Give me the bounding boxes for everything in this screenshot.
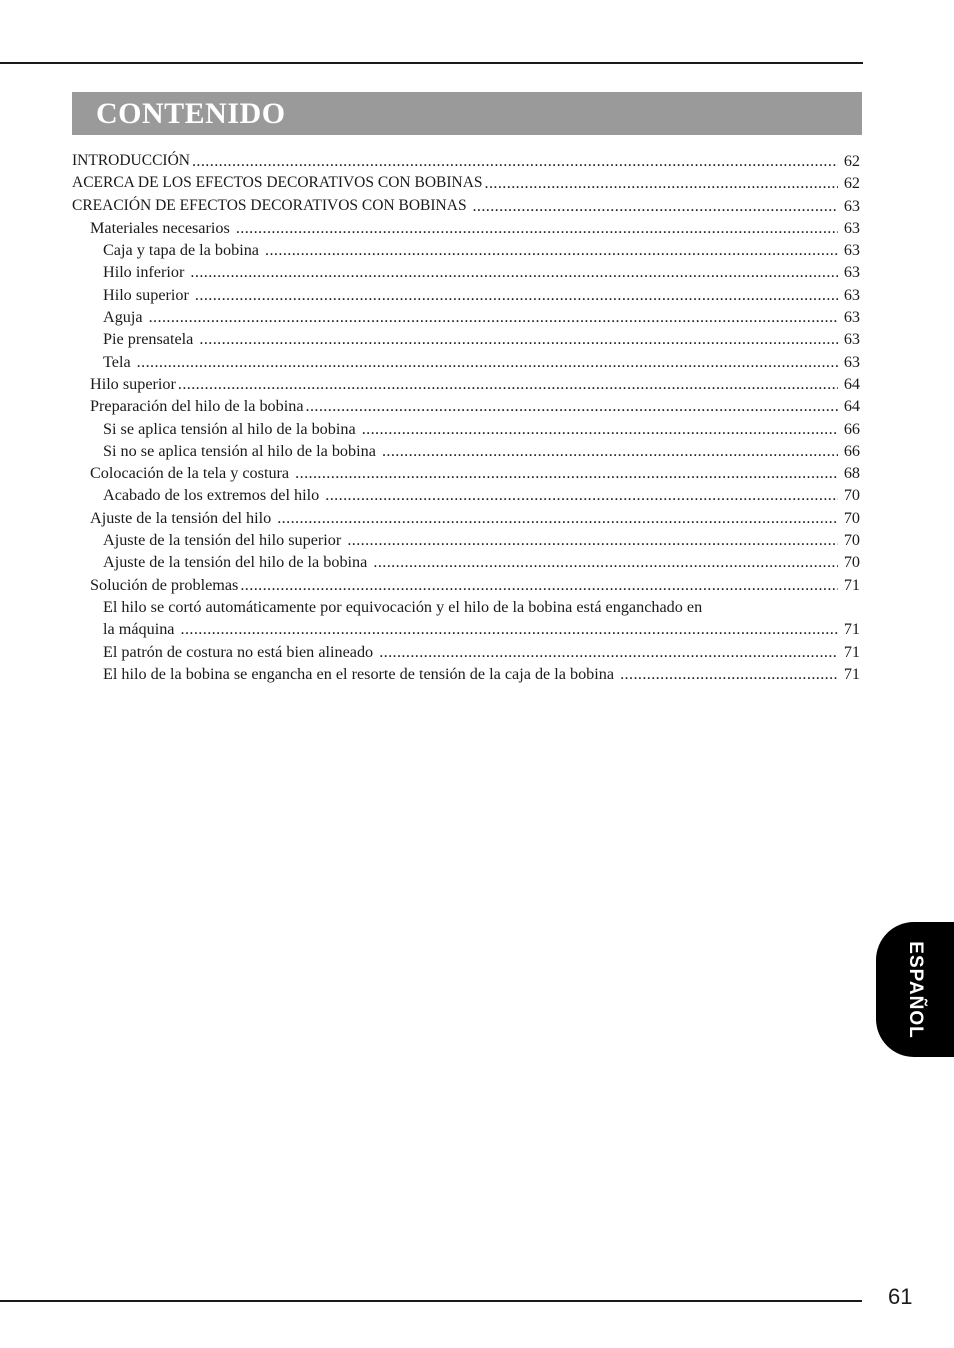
toc-dot-leader: [181, 618, 838, 640]
toc-entry-title: INTRODUCCIÓN: [72, 152, 190, 169]
toc-entry-title: Ajuste de la tensión del hilo de la bobina: [103, 553, 372, 572]
toc-dot-leader: [240, 574, 838, 596]
toc-entry-first-line: El hilo se cortó automáticamente por equivocación y el hilo de la bobina está enganchado en: [103, 597, 703, 616]
toc-entry-page: 71: [843, 642, 860, 661]
toc-entry-page: 63: [843, 218, 860, 237]
toc-entry-title: Solución de problemas: [90, 575, 239, 594]
toc-dot-leader: [277, 507, 838, 529]
toc-entry-title: Materiales necesarios: [90, 218, 234, 237]
toc-entry-title: la máquina: [103, 620, 179, 639]
toc-entry[interactable]: [72, 261, 860, 283]
toc-entry-title: Preparación del hilo de la bobina: [90, 397, 304, 416]
toc-dot-leader: [199, 328, 838, 350]
toc-entry-title: Tela: [103, 352, 135, 371]
toc-entry-page: 70: [843, 553, 860, 572]
toc-entry-page: 63: [843, 263, 860, 282]
language-tab-label: ESPAÑOL: [905, 940, 926, 1039]
toc-dot-leader: [325, 484, 838, 506]
toc-entry-page: 64: [843, 397, 860, 416]
toc-dot-leader: [190, 261, 838, 283]
toc-dot-leader: [362, 418, 838, 440]
toc-entry-page: 70: [843, 531, 860, 550]
toc-entry[interactable]: [72, 507, 860, 529]
page-number: 61: [888, 1284, 913, 1309]
toc-entry-title: Hilo inferior: [103, 263, 189, 282]
toc-entry[interactable]: [72, 551, 860, 573]
toc-entry-title: Si no se aplica tensión al hilo de la bobina: [103, 441, 380, 460]
top-rule: [0, 62, 863, 64]
toc-dot-leader: [195, 284, 838, 306]
section-title-bar: [72, 92, 862, 135]
toc-entry-page: 62: [843, 174, 860, 193]
toc-entry-title: Caja y tapa de la bobina: [103, 241, 264, 260]
toc-entry[interactable]: [72, 150, 860, 172]
toc-entry[interactable]: [72, 618, 860, 640]
toc-entry-title: ACERCA DE LOS EFECTOS DECORATIVOS CON BOBINAS: [72, 174, 483, 192]
toc-entry-page: 71: [843, 575, 860, 594]
toc-dot-leader: [178, 373, 838, 395]
bottom-rule: [0, 1300, 862, 1302]
toc-entry-title: Ajuste de la tensión del hilo superior: [103, 531, 346, 550]
toc-entry-page: 66: [843, 419, 860, 438]
toc-entry[interactable]: [72, 284, 860, 306]
toc-entry[interactable]: [72, 462, 860, 484]
toc-entry-title: Pie prensatela: [103, 330, 198, 349]
toc-dot-leader: [485, 172, 838, 194]
language-tab: [876, 922, 954, 1057]
toc-entry[interactable]: [72, 351, 860, 373]
toc-entry-page: 63: [843, 196, 860, 215]
toc-entry[interactable]: [72, 195, 860, 217]
toc-dot-leader: [149, 306, 838, 328]
toc-entry-page: 63: [843, 241, 860, 260]
toc-entry[interactable]: [72, 641, 860, 663]
toc-entry-page: 66: [843, 441, 860, 460]
toc-entry-title: Ajuste de la tensión del hilo: [90, 508, 276, 527]
table-of-contents: [72, 150, 860, 685]
toc-entry-page: 70: [843, 486, 860, 505]
toc-dot-leader: [620, 663, 838, 685]
toc-entry[interactable]: [72, 440, 860, 462]
toc-entry[interactable]: [72, 395, 860, 417]
toc-entry-page: 63: [843, 308, 860, 327]
toc-dot-leader: [373, 551, 838, 573]
toc-entry-page: 63: [843, 330, 860, 349]
toc-entry[interactable]: [72, 373, 860, 395]
toc-entry-page: 64: [843, 374, 860, 393]
toc-entry-page: 63: [843, 285, 860, 304]
toc-dot-leader: [265, 239, 838, 261]
toc-dot-leader: [472, 195, 838, 217]
toc-entry-page: 70: [843, 508, 860, 527]
toc-dot-leader: [306, 395, 838, 417]
toc-entry-title: Acabado de los extremos del hilo: [103, 486, 324, 505]
toc-entry[interactable]: [72, 172, 860, 194]
toc-entry[interactable]: [72, 217, 860, 239]
toc-dot-leader: [137, 351, 838, 373]
toc-entry-page: 62: [843, 152, 860, 170]
toc-dot-leader: [295, 462, 838, 484]
toc-dot-leader: [382, 440, 838, 462]
toc-entry-page: 68: [843, 464, 860, 483]
toc-dot-leader: [192, 150, 838, 172]
toc-entry[interactable]: [72, 418, 860, 440]
toc-entry-page: 63: [843, 352, 860, 371]
toc-entry-title: Hilo superior: [103, 285, 193, 304]
toc-dot-leader: [236, 217, 838, 239]
toc-entry-page: 71: [843, 664, 860, 683]
toc-entry[interactable]: [72, 663, 860, 685]
toc-dot-leader: [379, 641, 838, 663]
toc-entry-page: 71: [843, 620, 860, 639]
toc-entry-title: Colocación de la tela y costura: [90, 464, 294, 483]
toc-entry[interactable]: [72, 328, 860, 350]
toc-entry[interactable]: [72, 574, 860, 596]
toc-entry[interactable]: [72, 529, 860, 551]
toc-dot-leader: [347, 529, 838, 551]
page-title: CONTENIDO: [96, 97, 286, 130]
toc-entry[interactable]: [72, 306, 860, 328]
toc-entry-title: CREACIÓN DE EFECTOS DECORATIVOS CON BOBINAS: [72, 196, 471, 214]
toc-entry[interactable]: [72, 484, 860, 506]
toc-entry[interactable]: [72, 239, 860, 261]
toc-entry-title: El hilo de la bobina se engancha en el resorte de tensión de la caja de la bobina: [103, 664, 619, 683]
toc-entry-title: El patrón de costura no está bien alineado: [103, 642, 378, 661]
toc-entry-title: Si se aplica tensión al hilo de la bobina: [103, 419, 360, 438]
toc-entry-title: Aguja: [103, 308, 147, 327]
toc-entry-title: Hilo superior: [90, 374, 176, 393]
